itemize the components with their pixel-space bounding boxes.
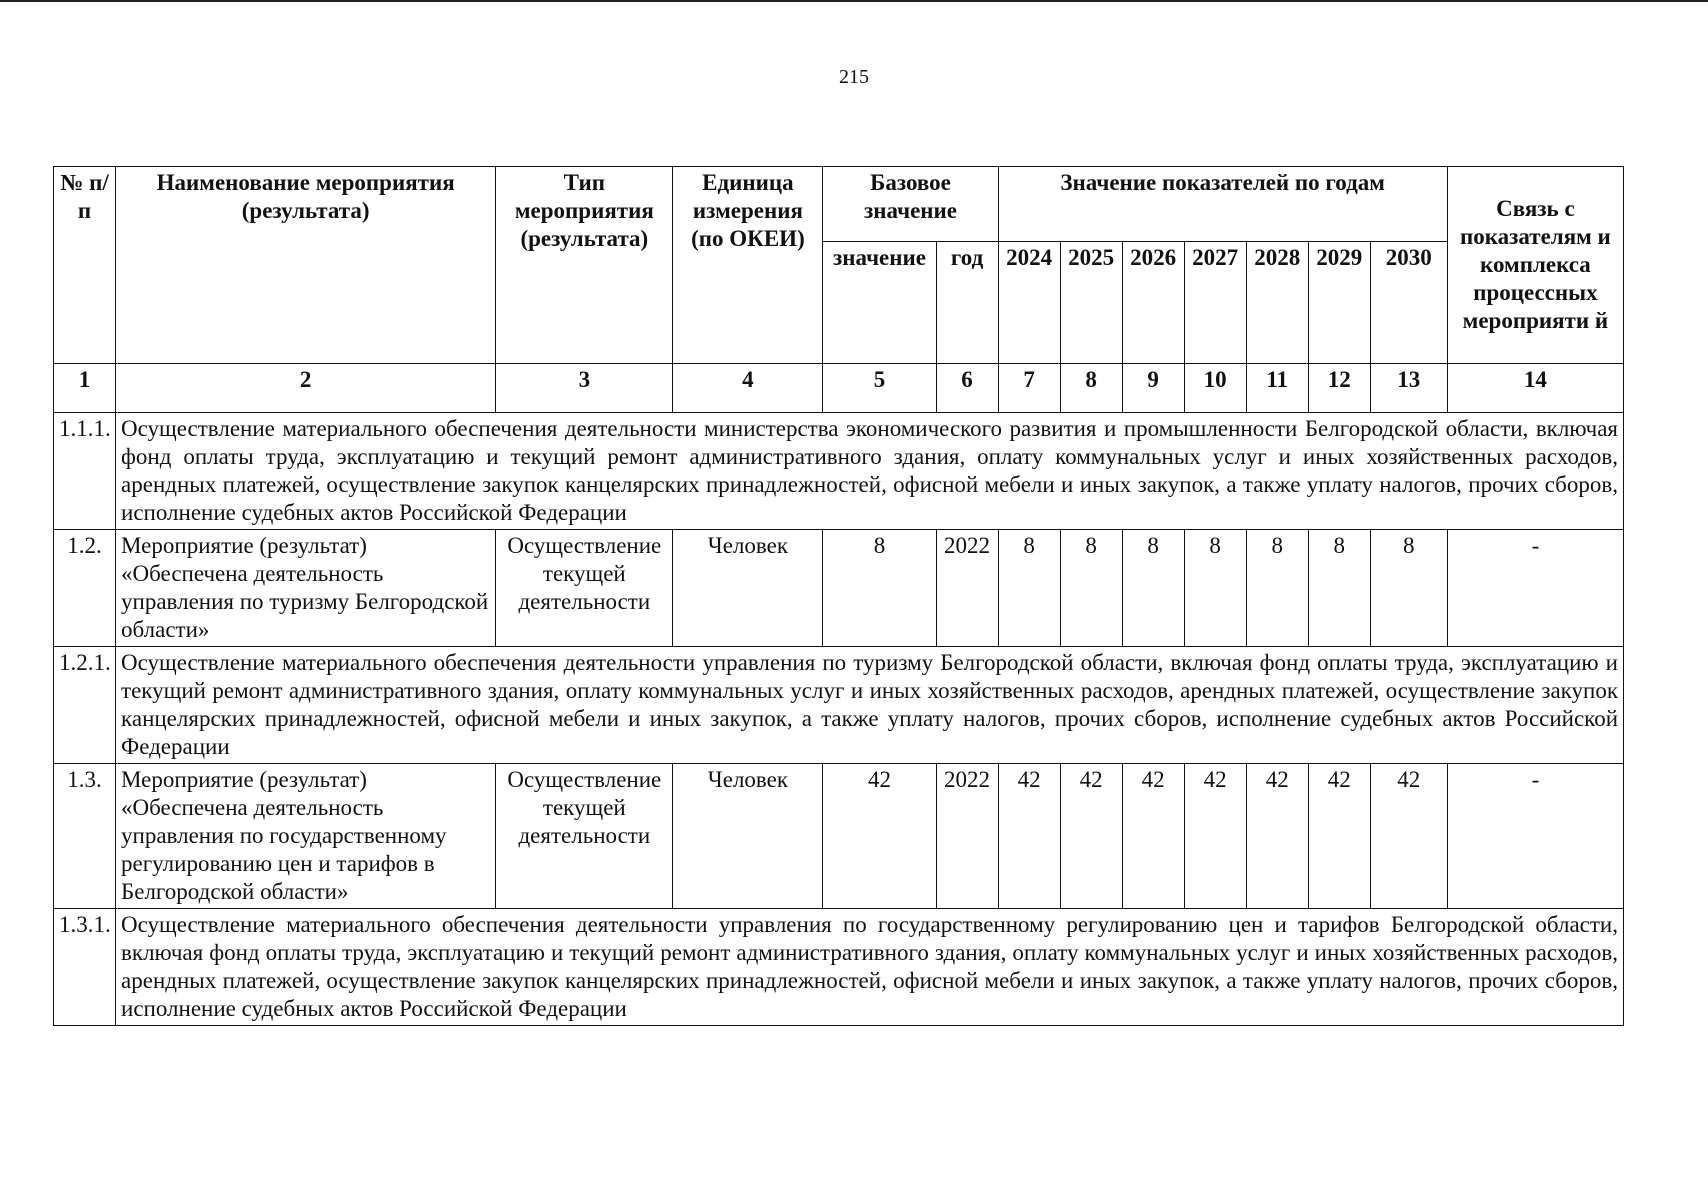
column-number: 4 [673, 364, 823, 413]
column-number: 14 [1447, 364, 1623, 413]
column-number: 8 [1060, 364, 1122, 413]
row-unit: Человек [673, 530, 823, 647]
row-year-value: 8 [1246, 530, 1308, 647]
row-number: 1.2.1. [54, 647, 116, 764]
column-number: 10 [1184, 364, 1246, 413]
column-number: 9 [1122, 364, 1184, 413]
header-sub-year: год [936, 242, 998, 364]
row-number: 1.3.1. [54, 909, 116, 1026]
header-type: Тип мероприятия (результата) [496, 167, 673, 364]
column-number: 6 [936, 364, 998, 413]
header-base-value: Базовое значение [823, 167, 998, 242]
row-base-year: 2022 [936, 764, 998, 909]
row-description: Осуществление материального обеспечения деятельности министерства экономического развития и промышленности Белгородской области, включая фонд оплаты труда, эксплуатацию и текущий ремонт административного здания, оплату коммунальных услуг и иных хозяйственных расходов, арендных платежей, осуществление закупок канцелярских принадлежностей, офисной мебели и иных закупок, а также уплату налогов, прочих сборов, исполнение судебных актов Российской Федерации [116, 413, 1624, 530]
row-number: 1.2. [54, 530, 116, 647]
row-year-value: 42 [1308, 764, 1370, 909]
row-type: Осуществление текущей деятельности [496, 530, 673, 647]
table-row [54, 530, 1624, 647]
row-link: - [1447, 530, 1623, 647]
row-year-value: 8 [1308, 530, 1370, 647]
column-number: 7 [998, 364, 1060, 413]
table-row [54, 909, 1624, 1026]
row-name: Мероприятие (результат) «Обеспечена деятельность управления по туризму Белгородской области» [116, 530, 496, 647]
row-base-year: 2022 [936, 530, 998, 647]
header-sub-value: значение [823, 242, 936, 364]
row-base-value: 8 [823, 530, 936, 647]
row-year-value: 8 [1122, 530, 1184, 647]
header-year: 2026 [1122, 242, 1184, 364]
row-name: Мероприятие (результат) «Обеспечена деятельность управления по государственному регулированию цен и тарифов в Белгородской области» [116, 764, 496, 909]
header-year: 2024 [998, 242, 1060, 364]
header-year: 2025 [1060, 242, 1122, 364]
row-year-value: 42 [1246, 764, 1308, 909]
column-number: 13 [1370, 364, 1447, 413]
header-unit: Единица измерения (по ОКЕИ) [673, 167, 823, 364]
row-year-value: 8 [1060, 530, 1122, 647]
header-year: 2030 [1370, 242, 1447, 364]
header-year: 2028 [1246, 242, 1308, 364]
table-row [54, 764, 1624, 909]
row-year-value: 42 [1060, 764, 1122, 909]
row-year-value: 8 [1370, 530, 1447, 647]
header-name: Наименование мероприятия (результата) [116, 167, 496, 364]
column-number: 11 [1246, 364, 1308, 413]
header-values-by-year: Значение показателей по годам [998, 167, 1447, 242]
column-number-row [54, 364, 1624, 413]
row-year-value: 8 [998, 530, 1060, 647]
row-base-value: 42 [823, 764, 936, 909]
column-number: 12 [1308, 364, 1370, 413]
header-year: 2029 [1308, 242, 1370, 364]
row-year-value: 8 [1184, 530, 1246, 647]
column-number: 3 [496, 364, 673, 413]
row-description: Осуществление материального обеспечения деятельности управления по туризму Белгородской области, включая фонд оплаты труда, эксплуатацию и текущий ремонт административного здания, оплату коммунальных услуг и иных хозяйственных расходов, арендных платежей, осуществление закупок канцелярских принадлежностей, офисной мебели и иных закупок, а также уплату налогов, прочих сборов, исполнение судебных актов Российской Федерации [116, 647, 1624, 764]
row-year-value: 42 [1122, 764, 1184, 909]
row-year-value: 42 [998, 764, 1060, 909]
row-number: 1.1.1. [54, 413, 116, 530]
page-number: 215 [839, 66, 869, 88]
header-year: 2027 [1184, 242, 1246, 364]
row-unit: Человек [673, 764, 823, 909]
column-number: 2 [116, 364, 496, 413]
row-year-value: 42 [1370, 764, 1447, 909]
row-year-value: 42 [1184, 764, 1246, 909]
row-number: 1.3. [54, 764, 116, 909]
row-link: - [1447, 764, 1623, 909]
header-number: № п/п [54, 167, 116, 364]
table-row [54, 413, 1624, 530]
top-border-line [0, 0, 1708, 2]
header-link: Связь с показателям и комплекса процессных мероприяти й [1447, 167, 1623, 364]
row-type: Осуществление текущей деятельности [496, 764, 673, 909]
indicators-table [53, 166, 1624, 1026]
header-row-1 [54, 167, 1624, 242]
table-row [54, 647, 1624, 764]
column-number: 5 [823, 364, 936, 413]
column-number: 1 [54, 364, 116, 413]
row-description: Осуществление материального обеспечения деятельности управления по государственному регулированию цен и тарифов Белгородской области, включая фонд оплаты труда, эксплуатацию и текущий ремонт административного здания, оплату коммунальных услуг и иных хозяйственных расходов, арендных платежей, осуществление закупок канцелярских принадлежностей, офисной мебели и иных закупок, а также уплату налогов, прочих сборов, исполнение судебных актов Российской Федерации [116, 909, 1624, 1026]
